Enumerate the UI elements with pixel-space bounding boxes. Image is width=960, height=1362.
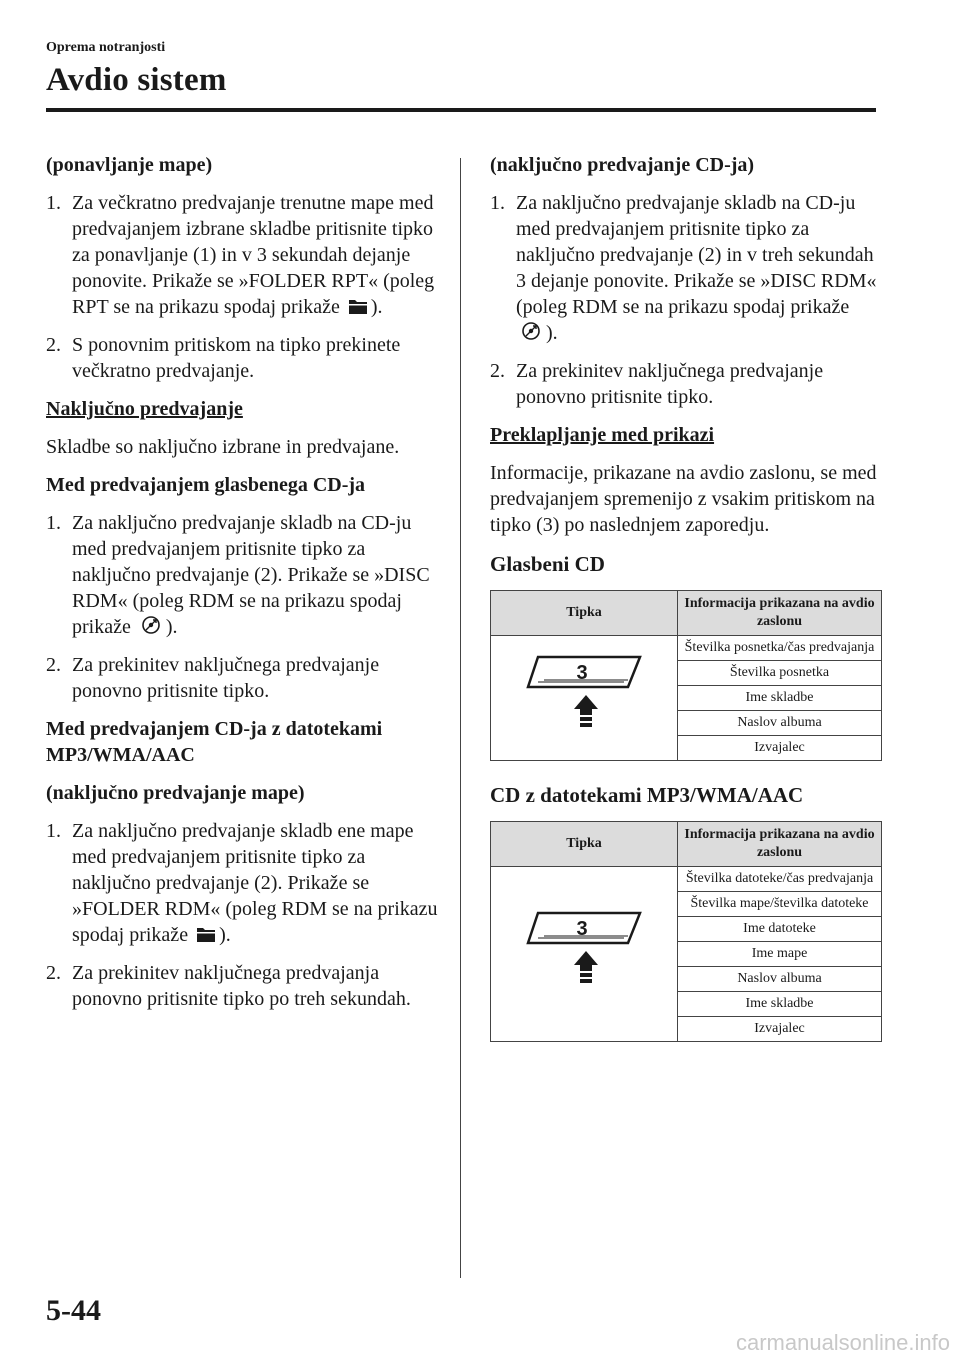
step-number: 1. [46, 192, 61, 214]
info-cell: Ime datoteke [678, 917, 882, 942]
section-label: Oprema notranjosti [46, 40, 166, 55]
info-cell: Številka posnetka [678, 661, 882, 686]
step-text: S ponovnim pritiskom na tipko prekinete večkratno predvajanje. [72, 334, 401, 382]
heading-mp3-cd: Med predvajanjem CD-ja z datotekami MP3/WMA/AAC [46, 718, 383, 766]
switch-text: Informacije, prikazane na avdio zaslonu, se med predvajanjem spremenijo z vsakim pritiskom na tipko (3) po naslednjem zaporedju. [490, 462, 877, 536]
info-cell: Naslov albuma [678, 967, 882, 992]
button-3-icon [524, 911, 644, 991]
music-cd-steps [46, 510, 440, 704]
step-number: 1. [46, 820, 61, 842]
step-text-end: ). [219, 924, 231, 946]
info-cell: Izvajalec [678, 736, 882, 761]
left-column [46, 152, 440, 1024]
random-intro: Skladbe so naključno izbrane in predvajane. [46, 436, 400, 458]
step-text: Za prekinitev naključnega predvajanje ponovno pritisnite tipko. [72, 654, 380, 702]
folder-repeat-steps [46, 190, 440, 384]
heading-music-cd: Med predvajanjem glasbenega CD-ja [46, 474, 366, 496]
list-item [46, 818, 440, 948]
disc-random-icon [518, 320, 544, 342]
watermark[interactable]: carmanualsonline.info [735, 1330, 950, 1355]
key-cell [491, 636, 678, 761]
page-title: Avdio sistem [46, 62, 227, 98]
step-number: 2. [46, 334, 61, 356]
step-number: 2. [46, 962, 61, 984]
heading-folder-repeat: (ponavljanje mape) [46, 154, 213, 176]
info-cell: Številka mape/številka datoteke [678, 892, 882, 917]
key-cell [491, 867, 678, 1042]
table-row [491, 867, 882, 892]
heading-random: Naključno predvajanje [46, 398, 243, 420]
heading-folder-random: (naključno predvajanje mape) [46, 782, 305, 804]
button-3-label: 3 [576, 918, 588, 940]
header-key: Tipka [491, 591, 678, 636]
step-text: Za naključno predvajanje skladb na CD-ju med predvajanjem pritisnite tipko za naključno predvajanje (2). Prikaže se »DISC RDM« (poleg RDM se na prikazu spodaj prikaže [72, 512, 430, 638]
info-cell: Ime mape [678, 942, 882, 967]
heading-cd-random: (naključno predvajanje CD-ja) [490, 154, 755, 176]
step-number: 2. [46, 654, 61, 676]
list-item [490, 190, 882, 346]
step-number: 2. [490, 360, 505, 382]
list-item [490, 358, 882, 410]
info-cell: Izvajalec [678, 1017, 882, 1042]
heading-switch-display: Preklapljanje med prikazi [490, 424, 715, 446]
step-text: Za prekinitev naključnega predvajanje ponovno pritisnite tipko. [516, 360, 824, 408]
step-number: 1. [46, 512, 61, 534]
heading-music-cd-table: Glasbeni CD [490, 552, 605, 576]
list-item [46, 652, 440, 704]
column-divider [460, 158, 461, 1278]
header-key: Tipka [491, 822, 678, 867]
table-header-row [491, 822, 882, 867]
step-text: Za naključno predvajanje skladb ene mape med predvajanjem pritisnite tipko za naključno predvajanje (2). Prikaže se »FOLDER RDM« (poleg RDM se na prikazu spodaj prikaže [72, 820, 438, 946]
page-number: 5-44 [46, 1294, 101, 1327]
heading-mp3-table: CD z datotekami MP3/WMA/AAC [490, 783, 804, 807]
title-rule [46, 108, 876, 112]
folder-icon [347, 296, 369, 316]
step-text: Za naključno predvajanje skladb na CD-ju med predvajanjem pritisnite tipko za naključno predvajanje (2) in v treh sekundah 3 dejanje ponovite. Prikaže se »DISC RDM« (poleg RDM se na prikazu spodaj prikaže [516, 192, 877, 318]
info-cell: Ime skladbe [678, 992, 882, 1017]
step-text-end: ). [546, 322, 558, 344]
step-number: 1. [490, 192, 505, 214]
info-cell: Naslov albuma [678, 711, 882, 736]
mp3-cd-table [490, 821, 882, 1042]
list-item [46, 190, 440, 320]
cd-random-steps [490, 190, 882, 410]
step-text-end: ). [370, 296, 383, 318]
button-3-icon [524, 655, 644, 735]
header-info: Informacija prikazana na avdio zaslonu [678, 591, 882, 636]
disc-random-icon [138, 614, 164, 636]
list-item [46, 510, 440, 640]
step-text: Za večkratno predvajanje trenutne mape med predvajanjem izbrane skladbe pritisnite tipko za ponavljanje (1) in v 3 sekundah dejanje ponovite. Prikaže se »FOLDER RPT« (poleg RPT se na prikazu spodaj prikaže [72, 192, 435, 318]
right-column [490, 152, 882, 1062]
header-info: Informacija prikazana na avdio zaslonu [678, 822, 882, 867]
table-row [491, 636, 882, 661]
folder-icon [195, 924, 217, 944]
info-cell: Številka datoteke/čas predvajanja [678, 867, 882, 892]
table-header-row [491, 591, 882, 636]
list-item [46, 960, 440, 1012]
info-cell: Ime skladbe [678, 686, 882, 711]
step-text-end: ). [165, 616, 178, 638]
button-3-label: 3 [576, 662, 588, 684]
step-text: Za prekinitev naključnega predvajanja ponovno pritisnite tipko po treh sekundah. [72, 962, 411, 1010]
folder-random-steps [46, 818, 440, 1012]
list-item [46, 332, 440, 384]
music-cd-table [490, 590, 882, 761]
info-cell: Številka posnetka/čas predvajanja [678, 636, 882, 661]
